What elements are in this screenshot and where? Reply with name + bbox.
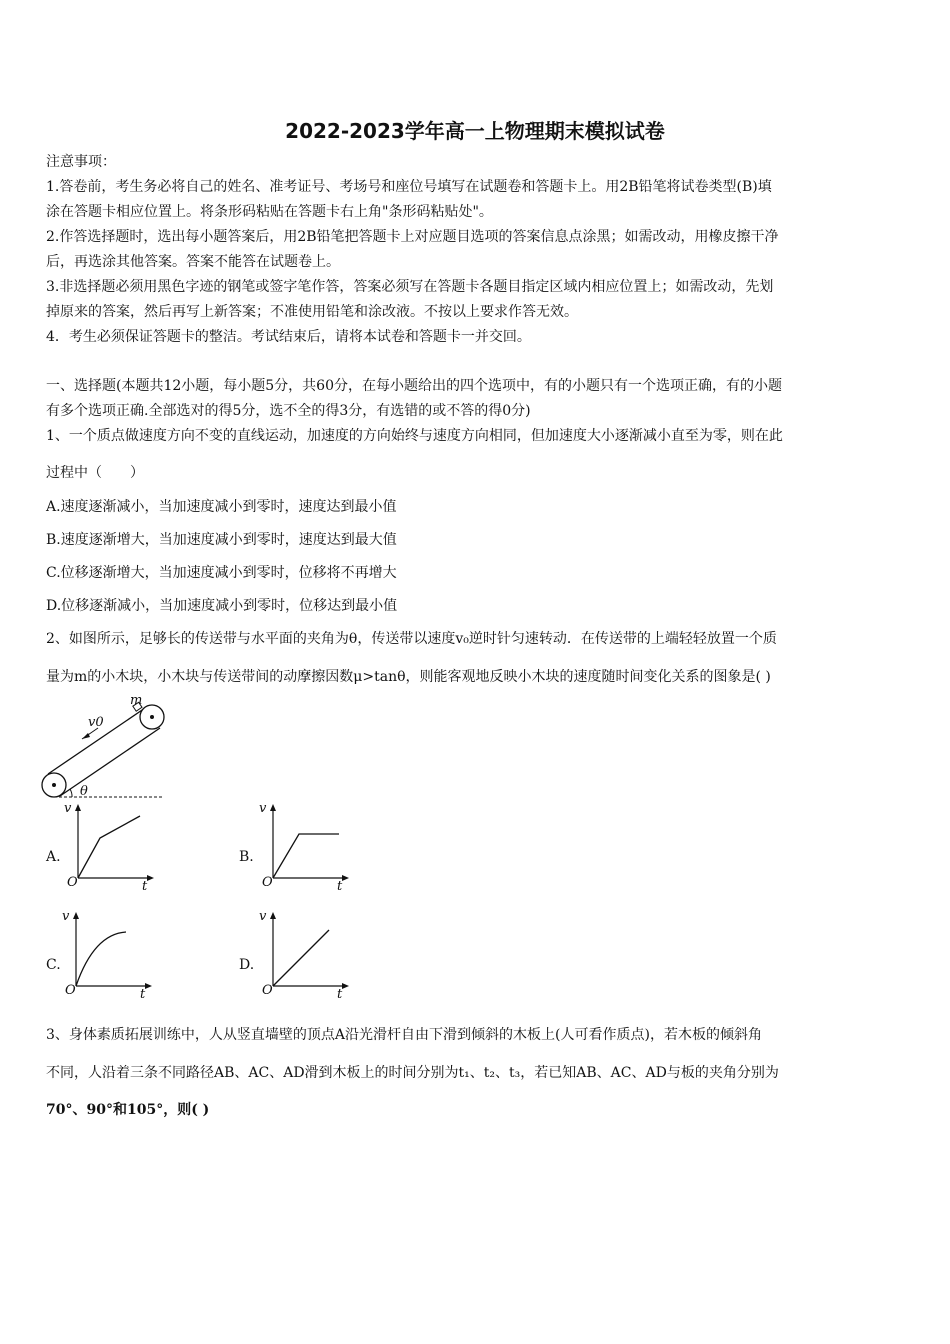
x-axis-label: t bbox=[142, 879, 148, 894]
mass-label: m bbox=[130, 693, 143, 708]
q1-option-d: D.位移逐渐减小，当加速度减小到零时，位移达到最小值 bbox=[46, 598, 398, 614]
notice-line: 掉原来的答案，然后再写上新答案；不准使用铅笔和涂改液。不按以上要求作答无效。 bbox=[46, 304, 578, 320]
graph-d-label: D. bbox=[239, 957, 255, 973]
q2-stem: 2、如图所示，足够长的传送带与水平面的夹角为θ，传送带以速度v₀逆时针匀速转动．在传送带的上端轻轻放置一个质 bbox=[46, 631, 777, 647]
graph-b bbox=[257, 800, 353, 892]
graph-a-curve bbox=[78, 816, 140, 878]
upper-pulley-axle bbox=[150, 715, 154, 719]
section-header: 有多个选项正确.全部选对的得5分，选不全的得3分，有选错的或不答的得0分) bbox=[46, 403, 531, 419]
origin-label: O bbox=[67, 875, 78, 890]
graph-d-curve bbox=[273, 930, 329, 986]
notice-line: 1.答卷前，考生务必将自己的姓名、准考证号、考场号和座位号填写在试题卷和答题卡上。用2B铅笔将试卷类型(B)填 bbox=[46, 179, 772, 195]
y-axis-arrow bbox=[73, 912, 79, 919]
y-axis-arrow bbox=[270, 912, 276, 919]
q2-stem: 量为m的小木块，小木块与传送带间的动摩擦因数μ>tanθ，则能客观地反映小木块的速度随时间变化关系的图象是( ) bbox=[46, 669, 771, 685]
angle-arc bbox=[70, 789, 72, 797]
x-axis-label: t bbox=[140, 987, 146, 1002]
y-axis-arrow bbox=[270, 804, 276, 811]
graph-c-label: C. bbox=[46, 957, 61, 973]
origin-label: O bbox=[65, 983, 76, 998]
q1-option-b: B.速度逐渐增大，当加速度减小到零时，速度达到最大值 bbox=[46, 532, 397, 548]
notice-line: 后，再选涂其他答案。答案不能答在试题卷上。 bbox=[46, 254, 340, 270]
y-axis-label: v bbox=[64, 801, 72, 816]
x-axis-arrow bbox=[342, 983, 349, 989]
graph-b-label: B. bbox=[239, 849, 254, 865]
lower-pulley-axle bbox=[52, 783, 56, 787]
q1-stem: 过程中（ ） bbox=[46, 465, 144, 481]
q1-option-a: A.速度逐渐减小，当加速度减小到零时，速度达到最小值 bbox=[46, 499, 397, 515]
x-axis-arrow bbox=[342, 875, 349, 881]
x-axis-label: t bbox=[337, 879, 343, 894]
angle-label: θ bbox=[80, 784, 88, 799]
y-axis-arrow bbox=[75, 804, 81, 811]
graph-d bbox=[257, 908, 353, 1000]
origin-label: O bbox=[262, 983, 273, 998]
notice-line: 3.非选择题必须用黑色字迹的钢笔或签字笔作答，答案必须写在答题卡各题目指定区域内相应位置上；如需改动，先划 bbox=[46, 279, 774, 295]
x-axis-label: t bbox=[337, 987, 343, 1002]
graph-c bbox=[60, 908, 156, 1000]
q3-stem: 3、身体素质拓展训练中，人从竖直墙壁的顶点A沿光滑杆自由下滑到倾斜的木板上(人可看作质点)，若木板的倾斜角 bbox=[46, 1027, 762, 1043]
x-axis-arrow bbox=[145, 983, 152, 989]
section-header: 一、选择题(本题共12小题，每小题5分，共60分，在每小题给出的四个选项中，有的小题只有一个选项正确，有的小题 bbox=[46, 378, 782, 394]
q3-stem: 70°、90°和105°，则( ) bbox=[46, 1102, 210, 1118]
notice-heading: 注意事项： bbox=[46, 154, 116, 170]
origin-label: O bbox=[262, 875, 273, 890]
graph-b-curve bbox=[273, 834, 339, 878]
graph-a-label: A. bbox=[46, 849, 61, 865]
graph-c-curve bbox=[76, 932, 126, 986]
graph-a bbox=[62, 800, 158, 892]
q1-option-c: C.位移逐渐增大，当加速度减小到零时，位移将不再增大 bbox=[46, 565, 397, 581]
exam-title: 2022-2023学年高一上物理期末模拟试卷 bbox=[285, 119, 665, 143]
y-axis-label: v bbox=[259, 801, 267, 816]
x-axis-arrow bbox=[147, 875, 154, 881]
q1-stem: 1、一个质点做速度方向不变的直线运动，加速度的方向始终与速度方向相同，但加速度大小逐渐减小直至为零，则在此 bbox=[46, 428, 783, 444]
notice-line: 4．考生必须保证答题卡的整洁。考试结束后，请将本试卷和答题卡一并交回。 bbox=[46, 329, 531, 345]
speed-label: v0 bbox=[88, 715, 104, 730]
y-axis-label: v bbox=[259, 909, 267, 924]
notice-line: 涂在答题卡相应位置上。将条形码粘贴在答题卡右上角"条形码粘贴处"。 bbox=[46, 204, 493, 220]
q3-stem: 不同，人沿着三条不同路径AB、AC、AD滑到木板上的时间分别为t₁、t₂、t₃，若已知AB、AC、AD与板的夹角分别为 bbox=[46, 1065, 779, 1081]
belt-bottom-edge bbox=[60, 728, 160, 796]
y-axis-label: v bbox=[62, 909, 70, 924]
notice-line: 2.作答选择题时，选出每小题答案后，用2B铅笔把答题卡上对应题目选项的答案信息点涂黑；如需改动，用橡皮擦干净 bbox=[46, 229, 779, 245]
conveyor-figure bbox=[40, 693, 170, 802]
